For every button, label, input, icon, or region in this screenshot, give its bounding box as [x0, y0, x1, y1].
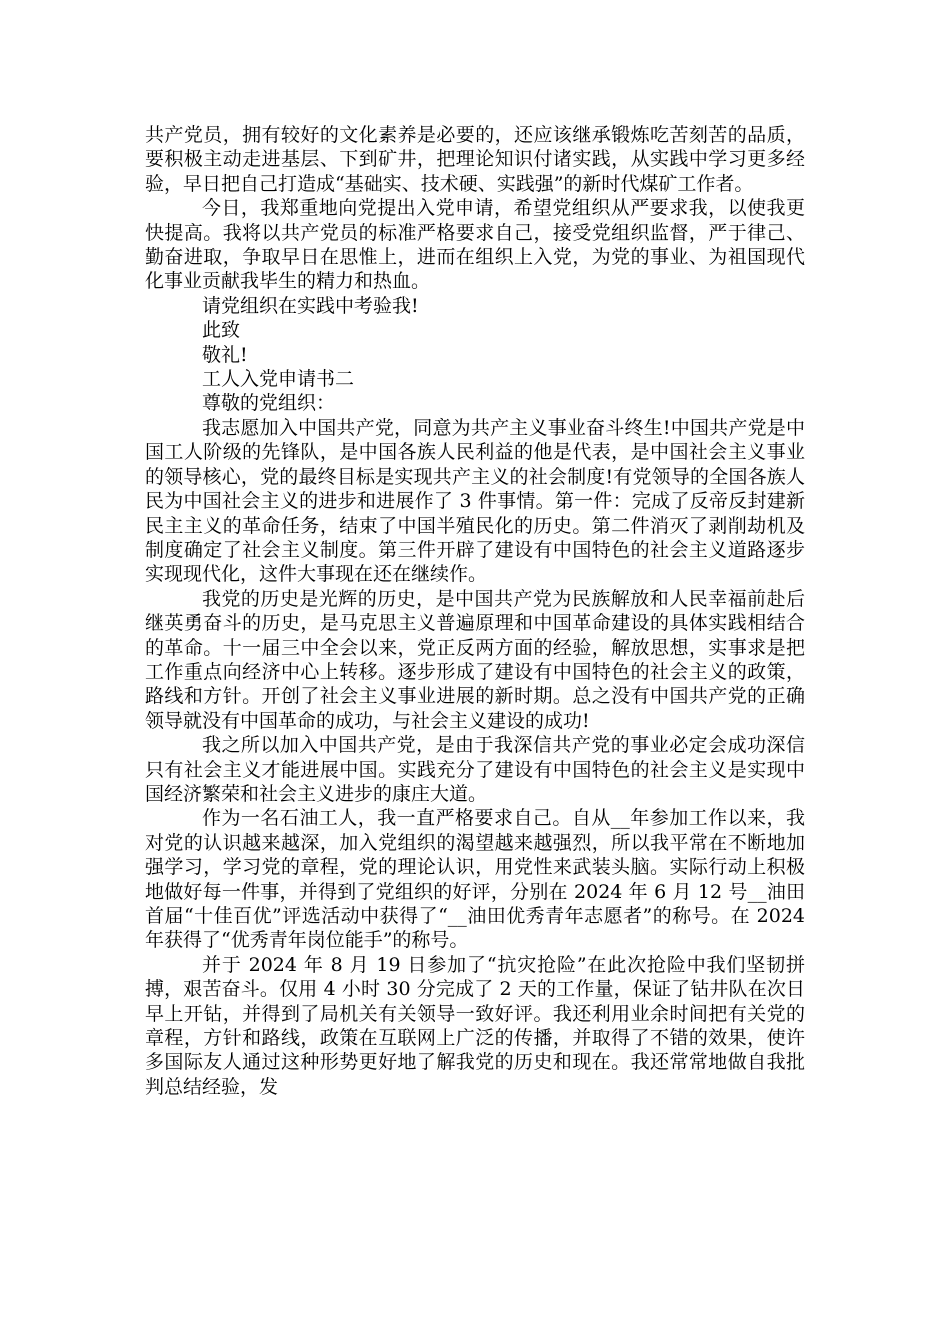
- closing-regards: 敬礼!: [202, 343, 248, 366]
- document-body: [145, 123, 805, 1099]
- paragraph-8: 我志愿加入中国共产党，同意为共产主义事业奋斗终生!中国共产党是中国工人阶级的先锋队，是中国各族人民利益的他是代表，是中国社会主义事业的领导核心，党的最终目标是实现共产主义的社会制度!有党领导的全国各族人民为中国社会主义的进步和进展作了 3 件事情。第一件：完成了反帝反封建新民主主义的革命任务，结束了中国半殖民化的历史。第二件消灭了剥削劫机及制度确定了社会主义制度。第三件开辟了建设有中国特色的社会主义道路逐步实现现代化，这件大事现在还在继续作。: [145, 416, 805, 586]
- paragraph-9: 我党的历史是光辉的历史，是中国共产党为民族解放和人民幸福前赴后继英勇奋斗的历史，是马克思主义普遍原理和中国革命建设的具体实践相结合的革命。十一届三中全会以来，党正反两方面的经验，解放思想，实事求是把工作重点向经济中心上转移。逐步形成了建设有中国特色的社会主义的政策，路线和方针。开创了社会主义事业进展的新时期。总之没有中国共产党的正确领导就没有中国革命的成功，与社会主义建设的成功!: [145, 587, 805, 732]
- paragraph-11: 作为一名石油工人，我一直严格要求自己。自从__年参加工作以来，我对党的认识越来越深，加入党组织的渴望越来越强烈，所以我平常在不断地加强学习，学习党的章程，党的理论认识，用党性来武装头脑。实际行动上积极地做好每一件事，并得到了党组织的好评，分别在 2024 年 6 月 12 号__油田首届“十佳百优”评选活动中获得了“__油田优秀青年志愿者”的称号。在 2024 年获得了“优秀青年岗位能手”的称号。: [145, 807, 805, 952]
- paragraph-10: 我之所以加入中国共产党，是由于我深信共产党的事业必定会成功深信只有社会主义才能进展中国。实践充分了建设有中国特色的社会主义是实现中国经济繁荣和社会主义进步的康庄大道。: [145, 734, 805, 805]
- paragraph-3: 请党组织在实践中考验我!: [202, 294, 419, 317]
- paragraph-2: 今日，我郑重地向党提出入党申请，希望党组织从严要求我，以使我更快提高。我将以共产党员的标准严格要求自己，接受党组织监督，严于律己、勤奋进取，争取早日在思惟上，进而在组织上入党，为党的事业、为祖国现代化事业贡献我毕生的精力和热血。: [145, 197, 805, 293]
- paragraph-12: 并于 2024 年 8 月 19 日参加了“抗灾抢险”在此次抢险中我们坚韧拼搏，艰苦奋斗。仅用 4 小时 30 分完成了 2 天的工作量，保证了钻井队在次日早上开钻，并得到了局机关有关领导一致好评。我还利用业余时间把有关党的章程，方针和路线，政策在互联网上广泛的传播，并取得了不错的效果，使许多国际友人通过这种形势更好地了解我党的历史和现在。我还常常地做自我批判总结经验，发: [145, 953, 805, 1098]
- greeting: 尊敬的党组织：: [202, 392, 336, 415]
- section-title: 工人入党申请书二: [202, 368, 355, 391]
- paragraph-1: 共产党员，拥有较好的文化素养是必要的，还应该继承锻炼吃苦刻苦的品质，要积极主动走进基层、下到矿井，把理论知识付诸实践，从实践中学习更多经验，早日把自己打造成“基础实、技术硬、实践强”的新时代煤矿工作者。: [145, 124, 805, 195]
- closing-salutation: 此致: [202, 319, 241, 342]
